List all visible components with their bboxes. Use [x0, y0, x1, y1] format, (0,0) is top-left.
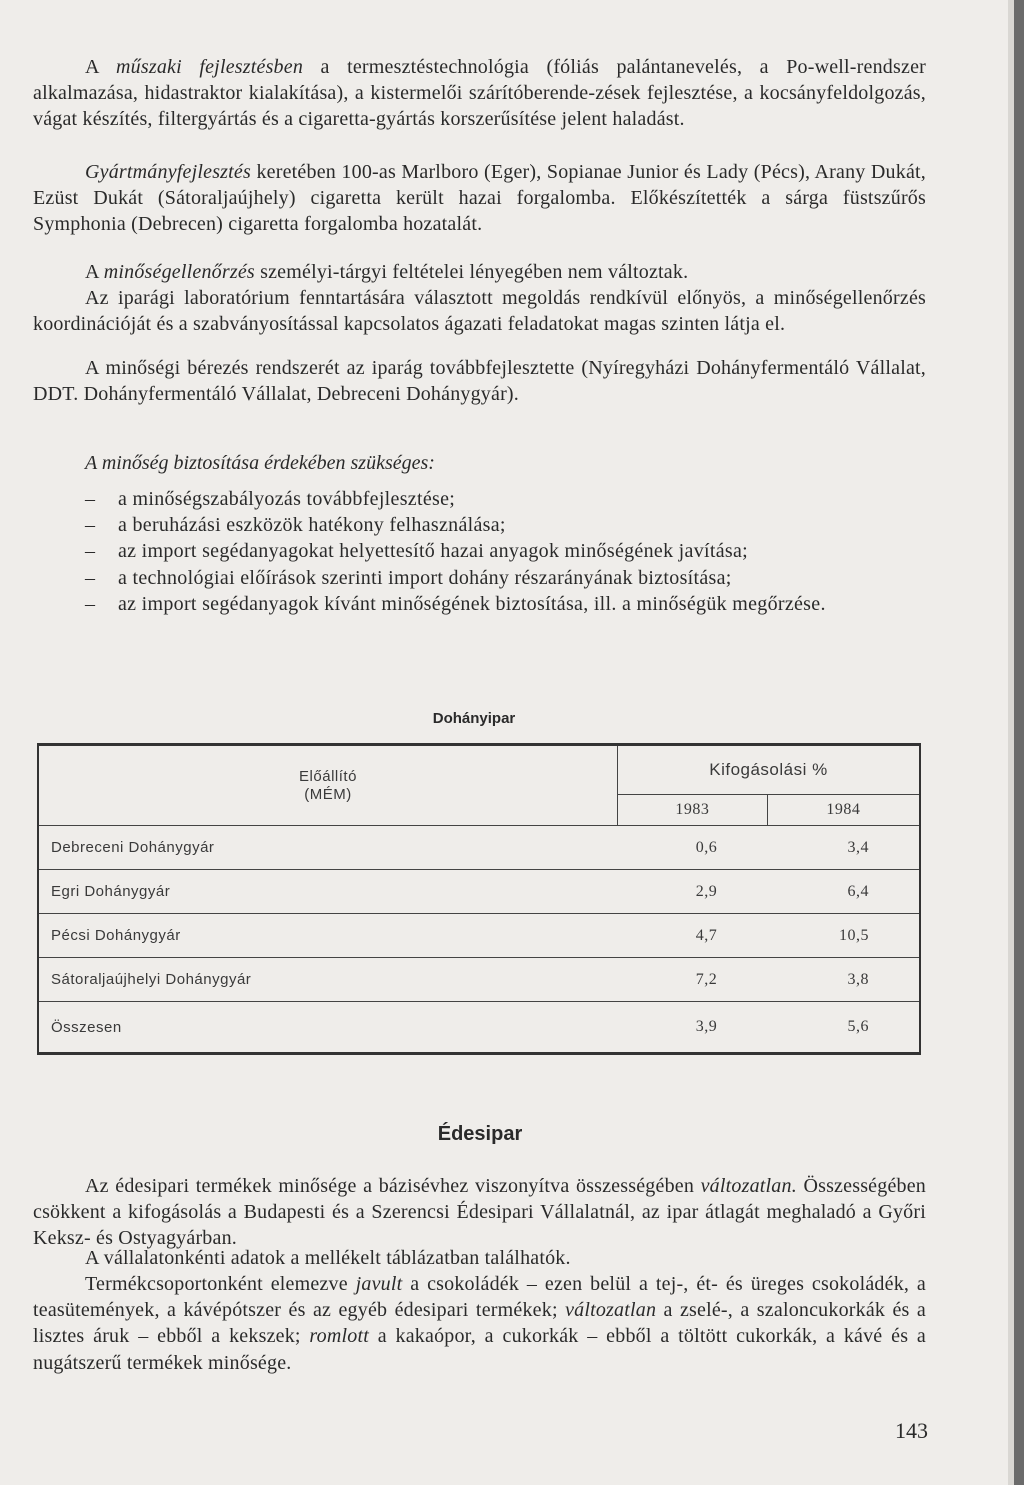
value-1984: 3,8 [767, 958, 920, 1002]
paragraph-confectionery-quality [33, 1173, 926, 1252]
table-row [38, 958, 920, 1002]
text-run: Termékcsoportonként elemezve [85, 1273, 356, 1295]
section-title-confectionery: Édesipar [437, 1123, 523, 1145]
value-1983: 0,6 [617, 826, 767, 870]
dash-bullet: – [85, 566, 96, 589]
list-item: – a minőségszabályozás továbbfejlesztése; [33, 486, 926, 512]
dash-bullet: – [85, 514, 96, 537]
dash-bullet: – [85, 488, 96, 510]
header-producer: Előállító (MÉM) [38, 745, 617, 826]
header-year-1984: 1984 [767, 795, 920, 826]
header-year-1983: 1983 [617, 795, 767, 826]
table-row [38, 826, 920, 870]
text-run: a zselé-, a szaloncukorkák és a lisztes áruk – ebből a kekszek; [33, 1299, 926, 1348]
defect-rate-table [37, 743, 921, 1055]
value-1984: 5,6 [767, 1002, 920, 1054]
page-number: 143 [895, 1418, 928, 1443]
paragraph-wage-system [33, 355, 926, 407]
value-1983: 4,7 [617, 914, 767, 958]
page-edge [1014, 0, 1024, 1485]
quality-list [33, 486, 926, 617]
emphasis-text: romlott [309, 1325, 369, 1348]
list-item: – a beruházási eszközök hatékony felhasználása; [33, 512, 926, 538]
list-item: – az import segédanyagokat helyettesítő hazai anyagok minőségének javítása; [33, 538, 926, 564]
paragraph-product-development [33, 159, 926, 238]
value-1983: 7,2 [617, 958, 767, 1002]
emphasis-text: műszaki fejlesztésben [116, 56, 304, 78]
emphasis-text: változatlan [565, 1299, 657, 1322]
emphasis-text: minőségellenőrzés [103, 261, 255, 283]
producer-name: Egri Dohánygyár [38, 870, 617, 914]
quality-heading: A minőség biztosítása érdekében szükséges: [85, 452, 435, 474]
value-1983: 2,9 [617, 870, 767, 914]
list-item: – a technológiai előírások szerinti import dohány részarányának biztosítása; [33, 565, 926, 591]
value-1984: 6,4 [767, 870, 920, 914]
text-run: a kakaópor, a cukorkák – ebből a töltött cukorkák, a kávé és a nugátszerű termékek minősége. [33, 1325, 926, 1374]
paragraph-company-data [33, 1245, 926, 1271]
paragraph-laboratory [33, 285, 926, 337]
text-run: személyi-tárgyi feltételei lényegében nem változtak. [254, 261, 689, 283]
table-row-total [38, 1002, 920, 1054]
table-row [38, 914, 920, 958]
table-row [38, 870, 920, 914]
text-run: keretében 100-as Marlboro (Eger), Sopianae Junior és Lady (Pécs), Arany Dukát, Ezüst Dukát (Sátoraljaújhely) cigaretta került hazai forgalomba. Előkészítették a sárga füstszűrős Symphonia (Debrecen) cigaretta forgalomba hozatalát. [33, 161, 926, 236]
table-title: Dohányipar [432, 710, 516, 727]
text-run: Az iparági laboratórium fenntartására választott megoldás rendkívül előnyös, a minőségellenőrzés koordinációját és a szabványosítással kapcsolatos ágazati feladatokat magas szinten látja el. [33, 287, 926, 336]
paragraph-technical-development [33, 54, 926, 133]
list-item: – az import segédanyagok kívánt minőségének biztosítása, ill. a minőségük megőrzése. [33, 591, 926, 617]
value-1984: 10,5 [767, 914, 920, 958]
text-run: A vállalatonkénti adatok a mellékelt táblázatban találhatók. [85, 1247, 571, 1269]
header-defect-percent: Kifogásolási % [617, 745, 920, 795]
text-run: A [85, 261, 104, 283]
paragraph-product-groups [33, 1271, 926, 1376]
text-run: a csokoládék – ezen belül a tej-, ét- és üreges csokoládék, a teasütemények, a kávépótszer és az egyéb édesipari termékek; [33, 1273, 926, 1322]
value-1983: 3,9 [617, 1002, 767, 1054]
producer-name: Sátoraljaújhelyi Dohánygyár [38, 958, 617, 1002]
text-run: Az édesipari termékek minősége a bázisévhez viszonyítva összességében [85, 1175, 701, 1197]
paragraph-quality-control [33, 259, 926, 285]
dash-bullet: – [85, 592, 96, 615]
text-run: Összességében csökkent a kifogásolás a Budapesti és a Szerencsi Édesipari Vállalatnál, az ipar átlagát meghaladó a Győri Keksz- és Ostyagyárban. [33, 1175, 927, 1250]
emphasis-text: Gyártmányfejlesztés [85, 161, 251, 183]
producer-name: Pécsi Dohánygyár [38, 914, 617, 958]
dash-bullet: – [85, 540, 96, 563]
text-run: a termesztéstechnológia (fóliás palántanevelés, a Po-well-rendszer alkalmazása, hidastraktor kialakítása), a kistermelői szárítóberende-zések fejlesztése, a kocsányfeldolgozás, vágat készítés, filtergyártás és a cigaretta-gyártás korszerűsítése jelent haladást. [33, 56, 927, 131]
producer-name: Összesen [38, 1002, 617, 1054]
value-1984: 3,4 [767, 826, 920, 870]
emphasis-text: változatlan. [700, 1175, 797, 1197]
text-run: A [85, 56, 117, 78]
emphasis-text: javult [355, 1273, 403, 1295]
producer-name: Debreceni Dohánygyár [38, 826, 617, 870]
text-run: A minőségi bérezés rendszerét az iparág továbbfejlesztette (Nyíregyházi Dohányfermentáló Vállalat, DDT. Dohányfermentáló Vállalat, Debreceni Dohánygyár). [33, 357, 926, 406]
